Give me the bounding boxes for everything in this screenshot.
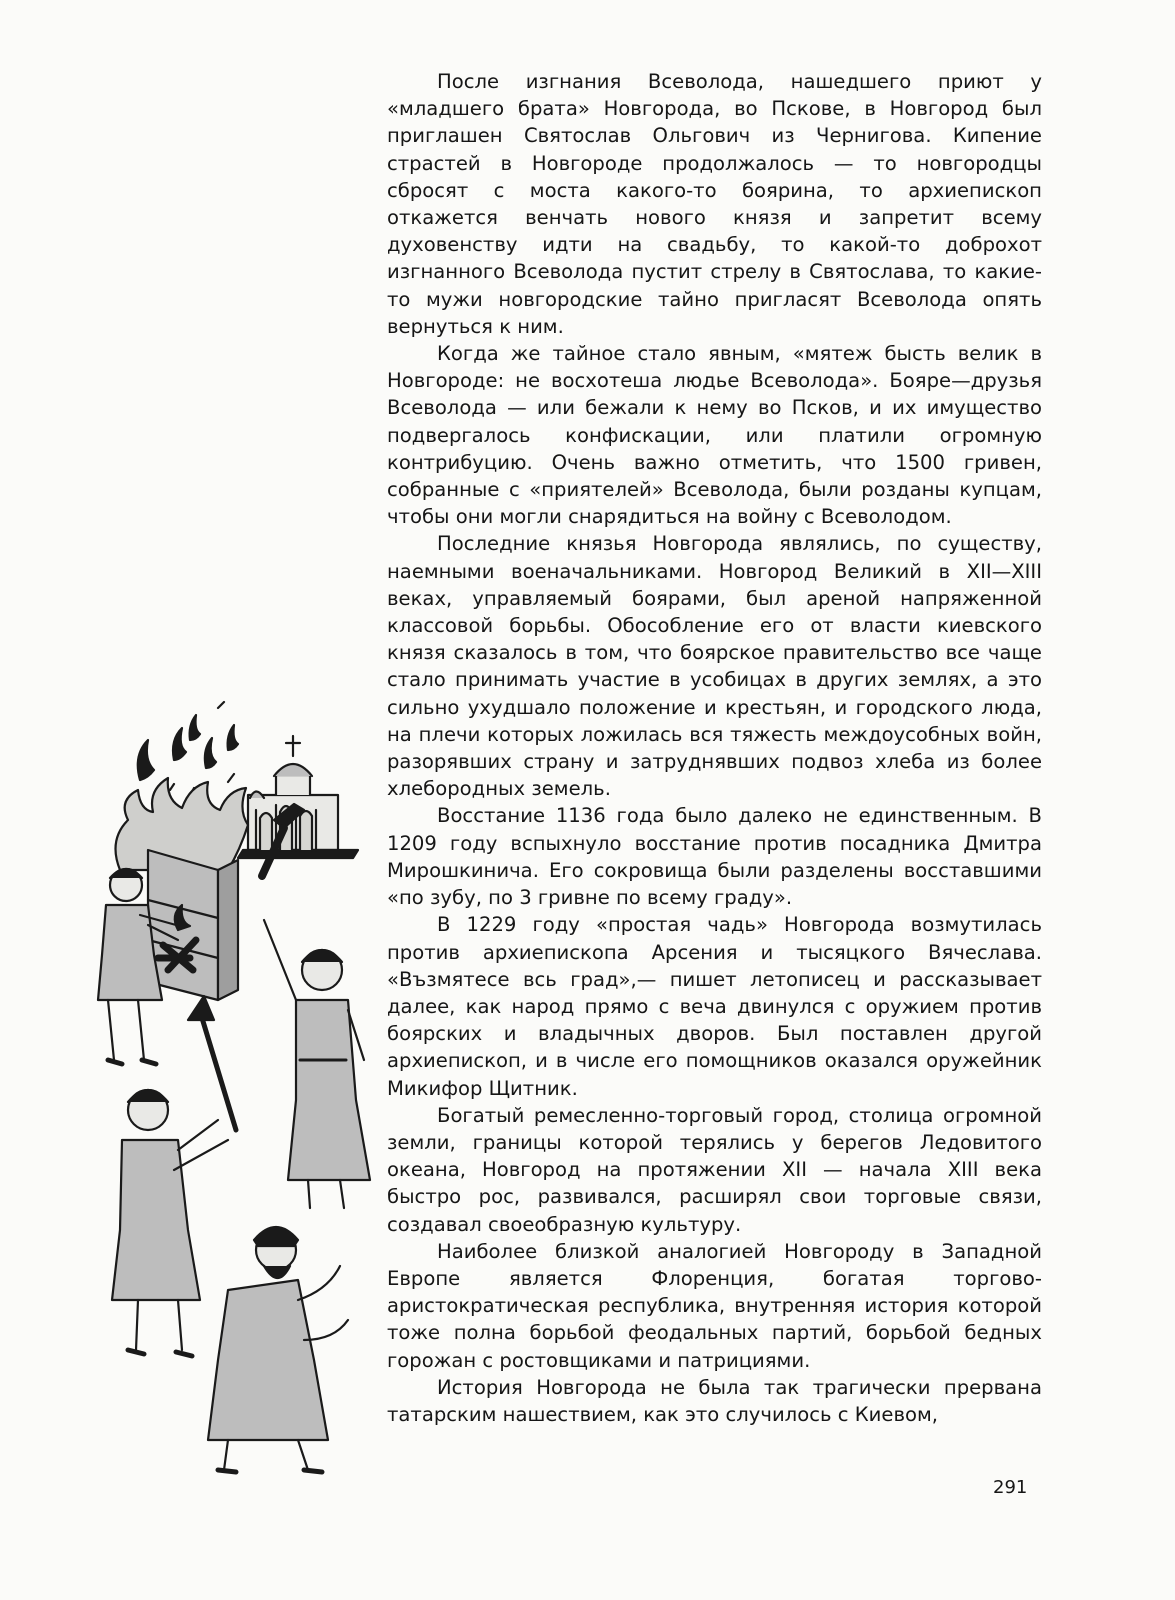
church-icon	[238, 736, 358, 858]
paragraph: История Новгорода не была так трагически прервана татарским нашествием, как это случилось с Киевом,	[387, 1375, 1042, 1426]
man-with-axe-figure	[112, 996, 236, 1356]
flames-shape	[116, 778, 249, 870]
paragraph: Восстание 1136 года было далеко не единственным. В 1209 году вспыхнуло восстание против посадника Дмитра Мирошкинича. Его сокровища были разделены восставшими «по зубу, по 3 гривне по всему граду».	[387, 804, 1042, 910]
man-with-club-figure	[262, 804, 370, 1208]
paragraph: Наиболее близкой аналогией Новгороду в Западной Европе является Флоренция, богатая торгово-аристократическая республика, внутренняя история которой тоже полна борьбой феодальных партий, борьбой бедных горожан с ростовщиками и патрициями.	[387, 1239, 1042, 1372]
paragraph: Богатый ремесленно-торговый город, столица огромной земли, границы которой терялись у берегов Ледовитого океана, Новгород на протяжении XII — начала XIII века быстро рос, развивался, расширял свои торговые связи, создавал своеобразную культуру.	[387, 1103, 1042, 1236]
fleeing-boyar-figure	[208, 1227, 348, 1472]
fire-icon	[138, 702, 238, 796]
paragraph: Когда же тайное стало явным, «мятеж бысть велик в Новгороде: не восхотеша людье Всеволода». Бояре—друзья Всеволода — или бежали к нему во Псков, и их имущество подвергалось конфискации, или платили огромную контрибуцию. Очень важно отметить, что 1500 гривен, собранные с «приятелей» Всеволода, были розданы купцам, чтобы они могли снарядиться на войну с Всеволодом.	[387, 342, 1042, 529]
page-number: 291	[993, 1477, 1028, 1498]
novgorod-uprising-illustration-icon	[78, 700, 378, 1480]
paragraph: В 1229 году «простая чадь» Новгорода возмутилась против архиепископа Арсения и тысяцкого Вячеслава. «Възмятесе всь град»,— пишет летописец и рассказывает далее, как народ прямо с веча двинулся с оружием против боярских и владычных дворов. Был поставлен другой архиепископ, и в числе его помощников оказался оружейник Микифор Щитник.	[387, 913, 1042, 1100]
paragraph: Последние князья Новгорода являлись, по существу, наемными военачальниками. Новгород Великий в XII—XIII веках, управляемый боярами, был ареной напряженной классовой борьбы. Обособление его от власти киевского князя сказалось в том, что боярское правительство все чаще стало принимать участие в усобицах в других землях, а это сильно ухудшало положение и крестьян, и городского люда, на плечи которых ложилась вся тяжесть междоусобных войн, разорявших страну и затруднявших подвоз хлеба из более хлебородных земель.	[387, 532, 1042, 801]
main-text	[387, 68, 1042, 1428]
paragraph: После изгнания Всеволода, нашедшего приют у «младшего брата» Новгорода, во Пскове, в Новгород был приглашен Святослав Ольгович из Чернигова. Кипение страстей в Новгороде продолжалось — то новгородцы сбросят с моста какого-то боярина, то архиепископ откажется венчать нового князя и запретит всему духовенству идти на свадьбу, то какой-то доброхот изгнанного Всеволода пустит стрелу в Святослава, то какие-то мужи новгородские тайно пригласят Всеволода опять вернуться к ним.	[387, 70, 1042, 338]
